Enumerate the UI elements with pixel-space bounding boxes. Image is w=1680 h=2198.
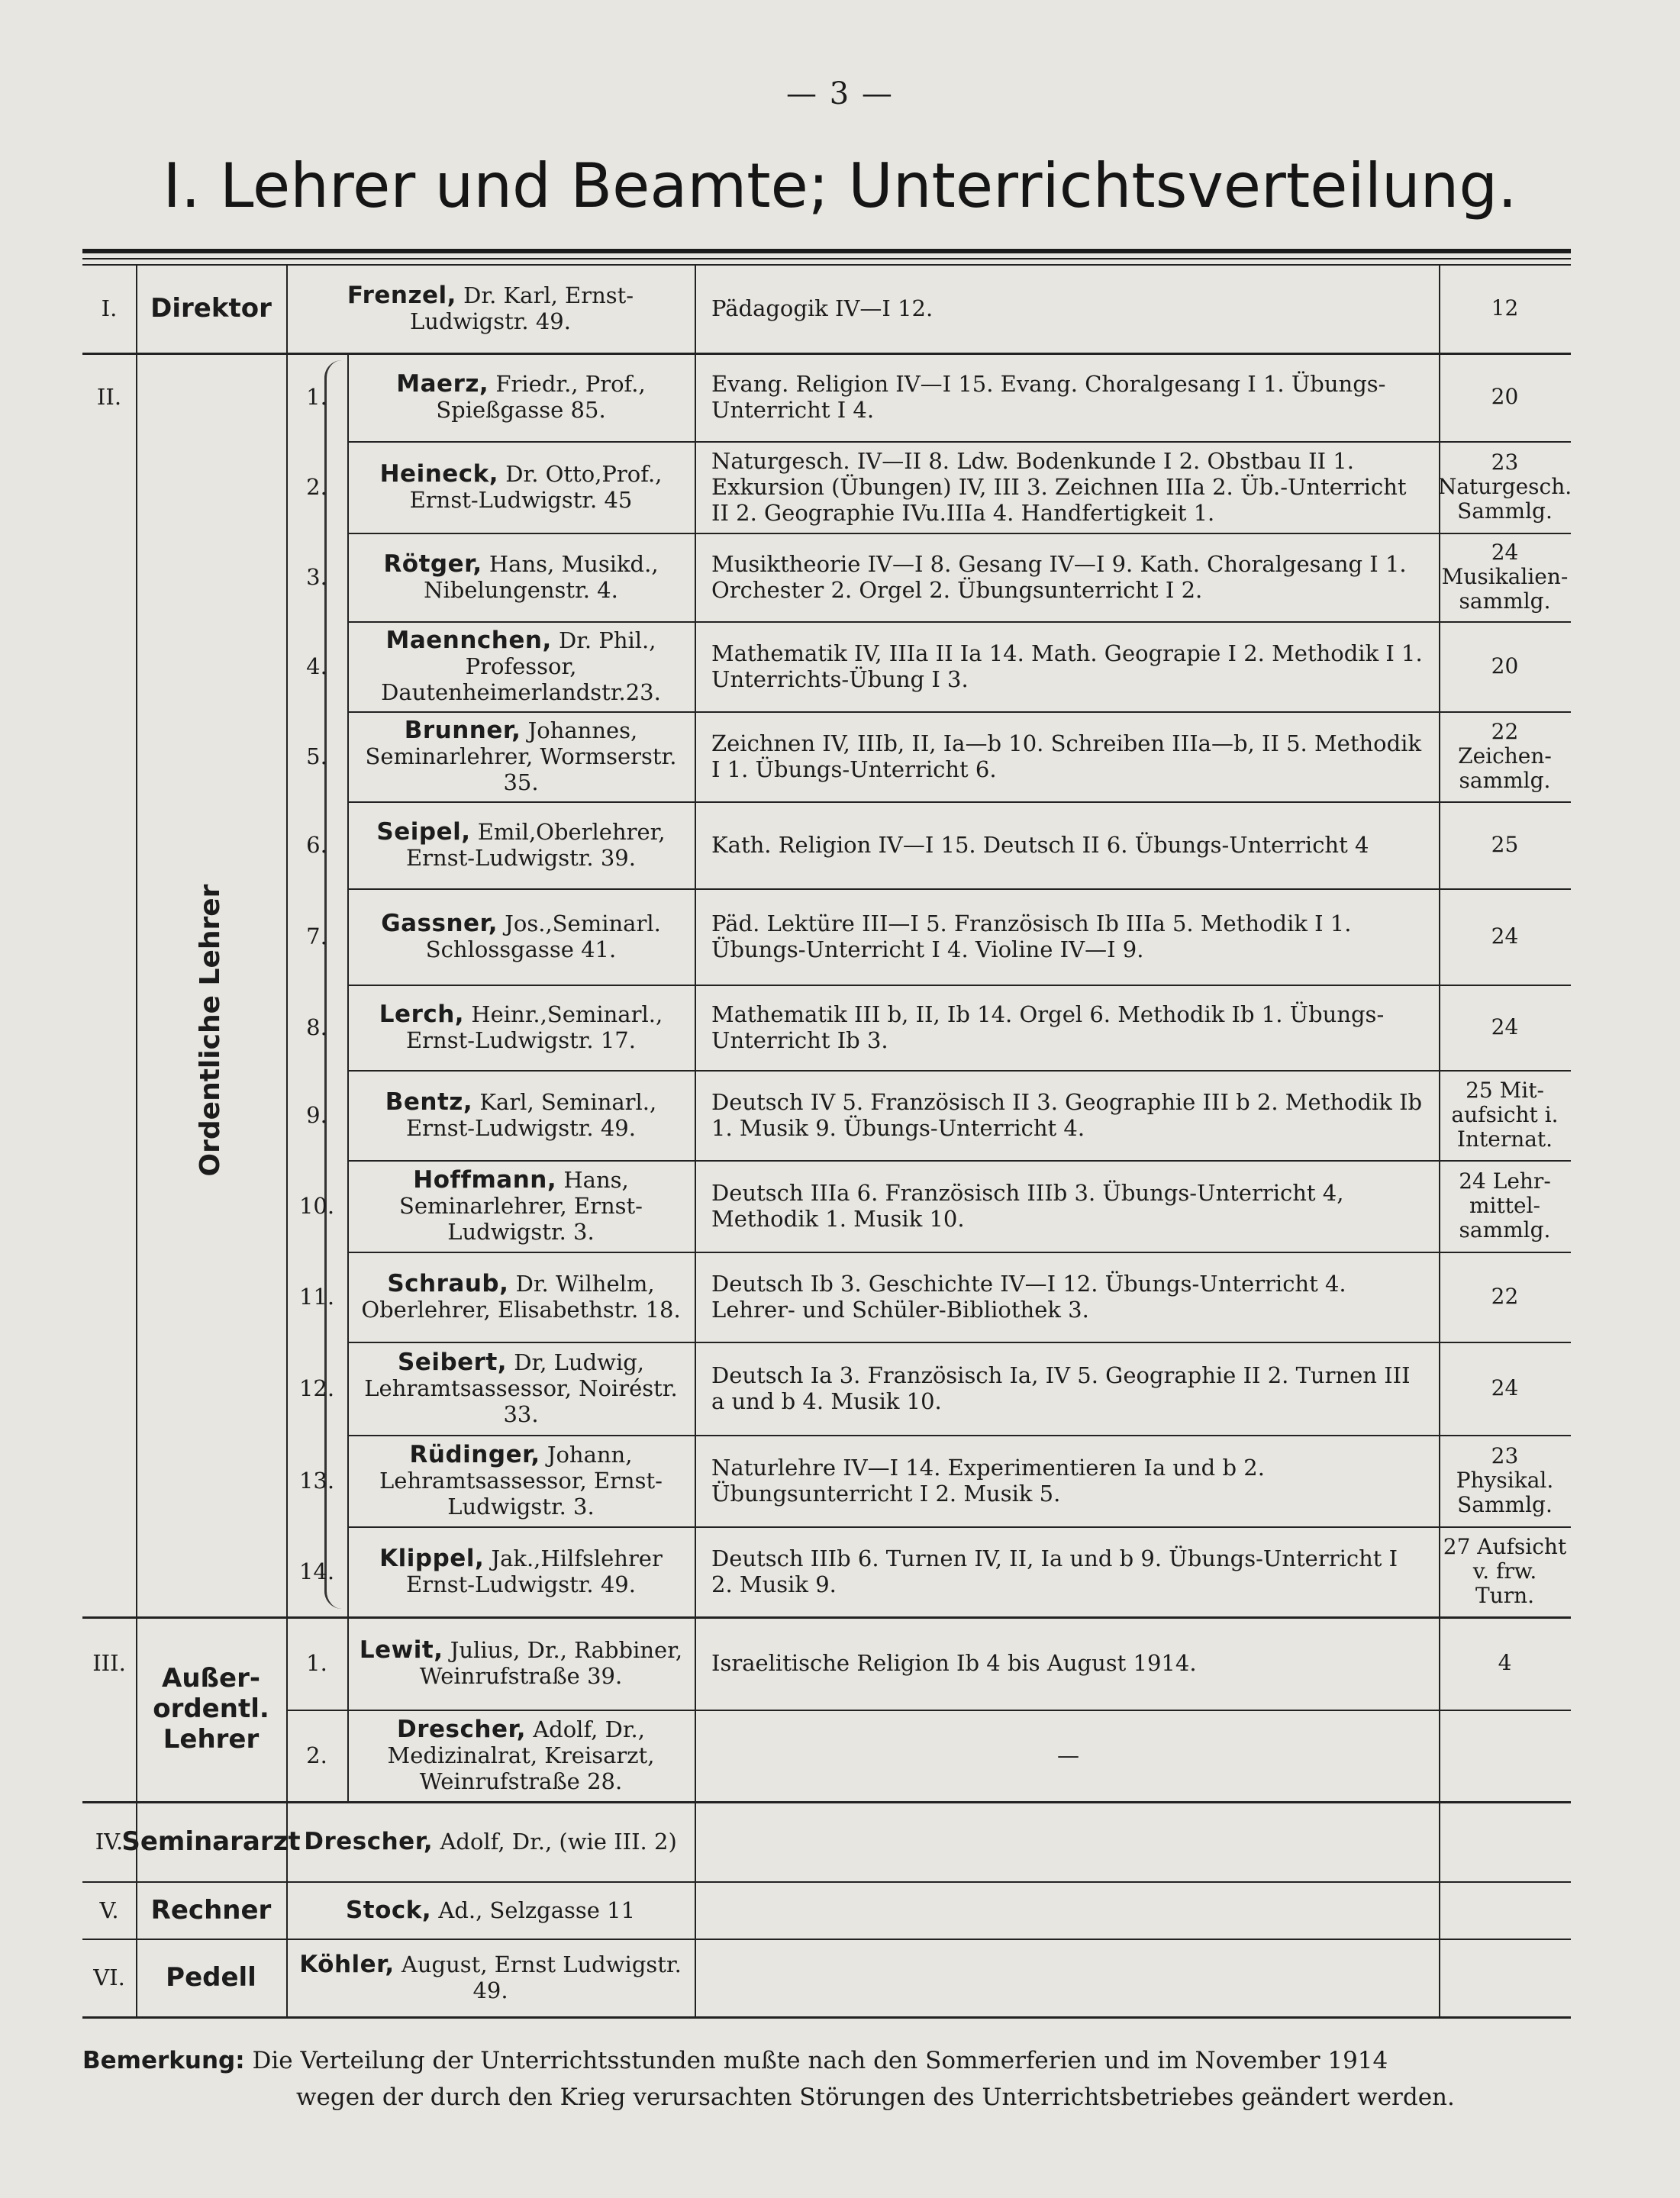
- row-number: 11.: [298, 1284, 335, 1310]
- hours-cell: 24: [1491, 1014, 1519, 1039]
- row-number: 13.: [298, 1468, 335, 1494]
- footer-line-2: wegen der durch den Krieg verursachten Störungen des Unterrichtsbetriebes geändert werden.: [296, 2084, 1455, 2111]
- teacher-name-cell: [352, 888, 690, 985]
- teacher-name-cell: [352, 1160, 690, 1252]
- teacher-surname: Klippel,: [379, 1545, 485, 1572]
- subjects-cell: Deutsch Ib 3. Geschichte IV—I 12. Übungs-Unterricht 4. Lehrer- und Schüler-Bibliothek 3.: [711, 1271, 1346, 1323]
- hours-cell: 23 Naturgesch. Sammlg.: [1437, 450, 1572, 524]
- ordentliche-lehrer-label: Ordentliche Lehrer: [194, 884, 226, 1177]
- subjects-cell: Musiktheorie IV—I 8. Gesang IV—I 9. Kath. Choralgesang I 1. Orchester 2. Orgel 2. Übungsunterricht I 2.: [711, 551, 1407, 603]
- subjects-cell: Deutsch Ia 3. Französisch Ia, IV 5. Geographie II 2. Turnen III a und b 4. Musik 10.: [711, 1362, 1411, 1414]
- hours-cell: 12: [1491, 295, 1519, 321]
- subjects-cell: Deutsch IV 5. Französisch II 3. Geographie III b 2. Methodik Ib 1. Musik 9. Übungs-Unterricht 4.: [711, 1089, 1423, 1141]
- teacher-surname: Stock,: [345, 1896, 432, 1924]
- roman-numeral: IV.: [95, 1828, 124, 1855]
- category-label: Außer-ordentl. Lehrer: [153, 1663, 269, 1755]
- row-number: 2.: [306, 1742, 327, 1768]
- roman-numeral: I.: [101, 295, 118, 321]
- subjects-cell: Evang. Religion IV—I 15. Evang. Choralgesang I 1. Übungs-Unterricht I 4.: [711, 371, 1386, 423]
- row-number: 8.: [306, 1014, 327, 1040]
- teacher-surname: Drescher,: [304, 1827, 434, 1855]
- teacher-details: Jak.,Hilfslehrer Ernst-Ludwigstr. 49.: [406, 1545, 663, 1597]
- teacher-details: Johannes, Seminarlehrer, Wormserstr. 35.: [365, 717, 677, 795]
- teacher-surname: Rüdinger,: [409, 1441, 540, 1468]
- teacher-details: Dr. Karl, Ernst-Ludwigstr. 49.: [410, 282, 634, 334]
- roman-numeral: II.: [96, 384, 122, 410]
- teacher-surname: Seibert,: [397, 1349, 508, 1376]
- hours-cell: 23 Physikal. Sammlg.: [1456, 1443, 1554, 1517]
- roman-numeral: III.: [92, 1650, 126, 1676]
- hours-cell: 25: [1491, 832, 1519, 857]
- col-rule-subjects: [1439, 264, 1440, 2016]
- teacher-name-cell: [291, 264, 690, 353]
- teacher-details: Friedr., Prof., Spießgasse 85.: [436, 371, 646, 423]
- hours-cell: 24 Musikalien-sammlg.: [1441, 540, 1569, 614]
- subjects-cell: Naturgesch. IV—II 8. Ldw. Bodenkunde I 2. Obstbau II 1. Exkursion (Übungen) IV, III 3. Zeichnen IIIa 2. Üb.-Unterricht II 2. Geographie IVu.IIIa 4. Handfertigkeit 1.: [711, 448, 1407, 526]
- teacher-name-cell: [352, 621, 690, 711]
- subjects-cell: Mathematik III b, II, Ib 14. Orgel 6. Methodik Ib 1. Übungs-Unterricht Ib 3.: [711, 1001, 1385, 1053]
- hours-cell: 24 Lehr-mittel-sammlg.: [1459, 1168, 1551, 1242]
- teacher-details: Heinr.,Seminarl., Ernst-Ludwigstr. 17.: [406, 1001, 663, 1053]
- roman-numeral: VI.: [93, 1964, 125, 1990]
- col-rule-name: [695, 264, 696, 2016]
- row-number: 4.: [306, 653, 327, 679]
- row-number: 1.: [306, 384, 327, 410]
- subjects-cell: [711, 1881, 1425, 1939]
- row-number: 14.: [298, 1558, 335, 1584]
- footer-line-1: Die Verteilung der Unterrichtsstunden mußte nach den Sommerferien und im November 1914: [252, 2047, 1388, 2074]
- col-rule-number: [347, 353, 349, 1801]
- teacher-details: Karl, Seminarl., Ernst-Ludwigstr. 49.: [406, 1089, 657, 1141]
- teacher-surname: Schraub,: [387, 1270, 509, 1297]
- teacher-details: Dr. Otto,Prof., Ernst-Ludwigstr. 45: [409, 461, 663, 513]
- teacher-name-cell: [291, 1801, 690, 1881]
- teacher-surname: Brunner,: [404, 717, 521, 744]
- teacher-surname: Frenzel,: [347, 282, 456, 309]
- category-label: Direktor: [150, 293, 272, 324]
- subjects-cell: Deutsch IIIa 6. Französisch IIIb 3. Übungs-Unterricht 4, Methodik 1. Musik 10.: [711, 1180, 1344, 1232]
- teacher-name-cell: [352, 985, 690, 1070]
- row-number: 3.: [306, 564, 327, 590]
- teacher-name-cell: [352, 1252, 690, 1342]
- row-number: 7.: [306, 923, 327, 949]
- subjects-cell: [711, 1939, 1425, 2016]
- teacher-surname: Gassner,: [381, 910, 498, 937]
- teacher-surname: Heineck,: [379, 460, 499, 488]
- teacher-name-cell: [352, 1616, 690, 1710]
- teacher-name-cell: [291, 1939, 690, 2016]
- hours-cell: 24: [1491, 923, 1519, 949]
- category-label: Seminararzt: [121, 1826, 301, 1857]
- teacher-surname: Rötger,: [383, 550, 482, 578]
- hours-cell: [1442, 1881, 1568, 1939]
- footer-note: [82, 2042, 1571, 2116]
- footer-label: Bemerkung:: [82, 2047, 245, 2074]
- teacher-surname: Maennchen,: [385, 627, 552, 654]
- hours-cell: 22 Zeichen-sammlg.: [1458, 719, 1552, 793]
- row-number: 10.: [298, 1193, 335, 1219]
- teacher-surname: Seipel,: [376, 818, 471, 846]
- teacher-details: Dr. Wilhelm, Oberlehrer, Elisabethstr. 18.: [361, 1271, 681, 1323]
- hours-cell: [1442, 1801, 1568, 1881]
- hours-cell: [1442, 1939, 1568, 2016]
- teacher-surname: Lerch,: [379, 1001, 465, 1028]
- teacher-details: Ad., Selzgasse 11: [438, 1897, 636, 1923]
- teacher-details: Dr, Ludwig, Lehramtsassessor, Noiréstr. 33.: [364, 1349, 678, 1427]
- teacher-details: August, Ernst Ludwigstr. 49.: [401, 1951, 682, 2003]
- teacher-name-cell: [291, 1881, 690, 1939]
- row-number: 6.: [306, 832, 327, 858]
- teacher-name-cell: [352, 801, 690, 888]
- teacher-surname: Drescher,: [397, 1716, 526, 1743]
- subjects-cell: —: [1057, 1742, 1079, 1768]
- teacher-name-cell: [352, 353, 690, 441]
- page-title: I. Lehrer und Beamte; Unterrichtsverteilung.: [163, 150, 1517, 221]
- category-label: Rechner: [150, 1894, 272, 1926]
- teacher-name-cell: [352, 441, 690, 533]
- teacher-details: Julius, Dr., Rabbiner, Weinrufstraße 39.: [419, 1637, 683, 1689]
- hours-cell: 24: [1491, 1375, 1519, 1400]
- teacher-surname: Hoffmann,: [413, 1166, 557, 1194]
- row-number: 5.: [306, 743, 327, 769]
- row-number: 9.: [306, 1102, 327, 1128]
- subjects-cell: [711, 1801, 1425, 1881]
- hours-cell: 4: [1498, 1650, 1512, 1675]
- hours-cell: [1442, 1710, 1568, 1801]
- teacher-name-cell: [352, 711, 690, 801]
- teacher-name-cell: [352, 1435, 690, 1526]
- teacher-name-cell: [352, 533, 690, 621]
- subjects-cell: Zeichnen IV, IIIb, II, Ia—b 10. Schreiben IIIa—b, II 5. Methodik I 1. Übungs-Unterricht 6.: [711, 730, 1422, 782]
- teacher-name-cell: [352, 1526, 690, 1616]
- subjects-cell: Israelitische Religion Ib 4 bis August 1914.: [711, 1650, 1197, 1676]
- teacher-details: Emil,Oberlehrer, Ernst-Ludwigstr. 39.: [406, 819, 666, 871]
- teacher-name-cell: [352, 1070, 690, 1160]
- teacher-surname: Maerz,: [396, 370, 489, 398]
- teacher-details: Dr. Phil., Professor, Dautenheimerlandstr.23.: [381, 627, 661, 705]
- subjects-cell: Mathematik IV, IIIa II Ia 14. Math. Geograpie I 2. Methodik I 1. Unterrichts-Übung I 3.: [711, 640, 1423, 692]
- teacher-details: Adolf, Dr., (wie III. 2): [440, 1828, 677, 1855]
- teacher-details: Jos.,Seminarl. Schlossgasse 41.: [425, 910, 661, 962]
- subjects-cell: Kath. Religion IV—I 15. Deutsch II 6. Übungs-Unterricht 4: [711, 832, 1369, 858]
- row-rule: [82, 2016, 1571, 2019]
- teacher-details: Hans, Musikd., Nibelungenstr. 4.: [424, 551, 659, 603]
- hours-cell: 22: [1491, 1284, 1519, 1309]
- category-label: Pedell: [166, 1962, 256, 1993]
- hours-cell: 27 Aufsicht v. frw. Turn.: [1443, 1534, 1567, 1608]
- teacher-name-cell: [352, 1710, 690, 1801]
- page-number: — 3 —: [786, 76, 894, 111]
- subjects-cell: Naturlehre IV—I 14. Experimentieren Ia und b 2. Übungsunterricht I 2. Musik 5.: [711, 1455, 1265, 1507]
- teacher-details: Johann, Lehramtsassessor, Ernst-Ludwigstr. 3.: [379, 1442, 663, 1520]
- subjects-cell: Päd. Lektüre III—I 5. Französisch Ib IIIa 5. Methodik I 1. Übungs-Unterricht I 4. Violine IV—I 9.: [711, 910, 1352, 962]
- teacher-details: Adolf, Dr., Medizinalrat, Kreisarzt, Weinrufstraße 28.: [387, 1716, 655, 1794]
- hours-cell: 20: [1491, 384, 1519, 409]
- roman-numeral: V.: [99, 1897, 119, 1923]
- hours-cell: 20: [1491, 653, 1519, 678]
- row-number: 2.: [306, 474, 327, 500]
- subjects-cell: Deutsch IIIb 6. Turnen IV, II, Ia und b 9. Übungs-Unterricht I 2. Musik 9.: [711, 1545, 1398, 1597]
- subjects-cell: Pädagogik IV—I 12.: [711, 295, 934, 321]
- row-number: 1.: [306, 1650, 327, 1676]
- hours-cell: 25 Mit-aufsicht i. Internat.: [1451, 1078, 1559, 1152]
- teacher-details: Hans, Seminarlehrer, Ernst-Ludwigstr. 3.: [399, 1167, 643, 1245]
- teacher-surname: Bentz,: [385, 1088, 473, 1116]
- teacher-surname: Köhler,: [299, 1951, 395, 1978]
- teacher-surname: Lewit,: [359, 1636, 443, 1664]
- teacher-name-cell: [352, 1342, 690, 1435]
- row-number: 12.: [298, 1375, 335, 1401]
